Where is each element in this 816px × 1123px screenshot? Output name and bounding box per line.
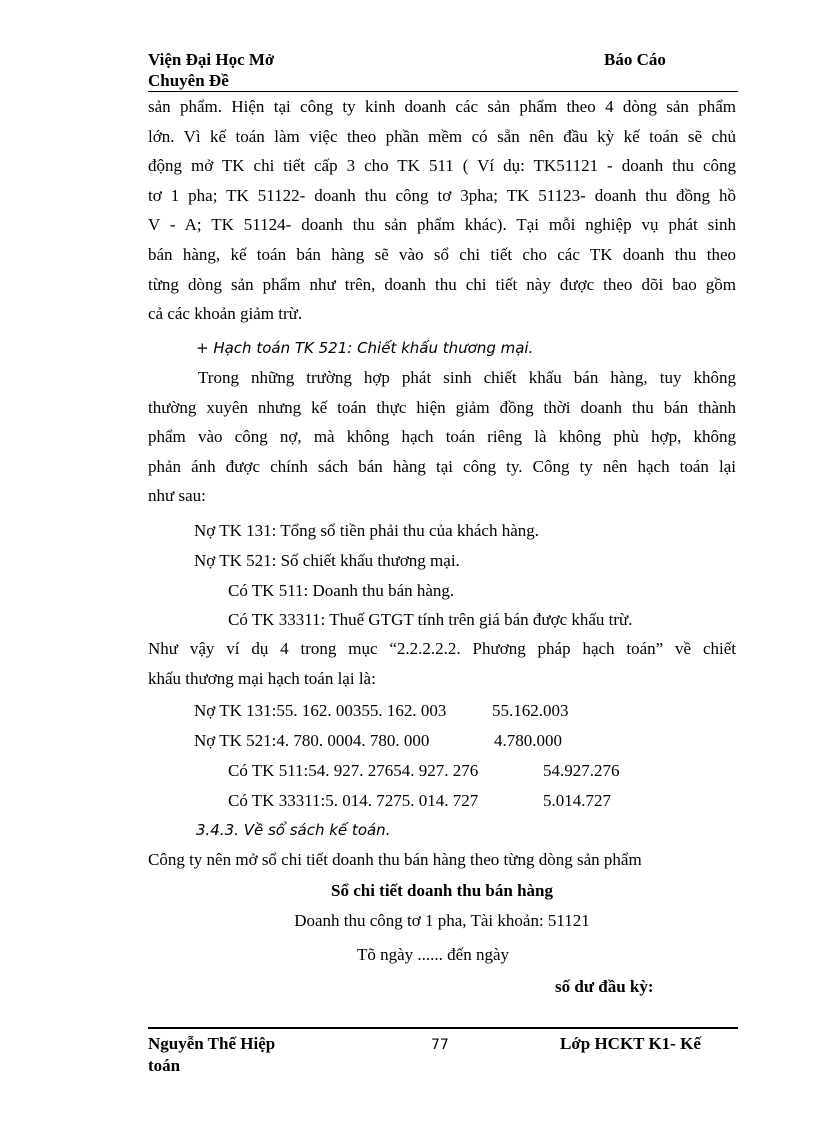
- footer-author: Nguyễn Thế Hiệp: [148, 1034, 276, 1053]
- opening-balance: số dư đầu kỳ:: [555, 977, 654, 996]
- text-line: động mở TK chi tiết cấp 3 cho TK 511 ( Ví dụ: TK51121 - doanh thu công: [148, 156, 736, 176]
- text-line: V - A; TK 51124- doanh thu sản phẩm khác). Tại mỗi nghiệp vụ phát sinh: [148, 215, 736, 235]
- heading-tk521: + Hạch toán TK 521: Chiết khấu thương mại.: [196, 339, 534, 357]
- text-line: lớn. Vì kế toán làm việc theo phần mềm có sẵn nên đầu kỳ kế toán sẽ chủ: [148, 126, 736, 146]
- example-debit-131: Nợ TK 131:55. 162. 00355. 162. 003: [194, 701, 447, 720]
- header-subject: Chuyên Đề: [148, 71, 229, 90]
- text-line: phẩm vào công nợ, mà không hạch toán riêng là không phù hợp, không: [148, 427, 736, 447]
- paragraph-example: [148, 634, 736, 693]
- entry-credit-511: Có TK 511: Doanh thu bán hàng.: [228, 581, 455, 600]
- paragraph-product-lines: [148, 92, 736, 329]
- example-debit-521: Nợ TK 521:4. 780. 0004. 780. 000: [194, 731, 430, 750]
- paragraph-discount: [148, 363, 736, 511]
- example-amount-511: 54.927.276: [543, 761, 620, 780]
- example-credit-511: Có TK 511:54. 927. 27654. 927. 276: [228, 761, 479, 780]
- example-amount-131: 55.162.003: [492, 701, 569, 720]
- heading-343: 3.4.3. Về sổ sách kế toán.: [196, 821, 391, 839]
- text-line: bán hàng, kế toán bán hàng sẽ vào sổ chi tiết cho các TK doanh thu theo: [148, 244, 736, 264]
- text-line: tơ 1 pha; TK 51122- doanh thu công tơ 3pha; TK 51123- doanh thu đồng hồ: [148, 185, 736, 205]
- entry-debit-131: Nợ TK 131: Tổng số tiền phải thu của khách hàng.: [194, 521, 539, 540]
- footer-rule: [148, 1027, 738, 1029]
- paragraph-ledger-intro: Công ty nên mở sổ chi tiết doanh thu bán hàng theo từng dòng sản phẩm: [148, 850, 642, 869]
- text-line: từng dòng sản phẩm như trên, doanh thu chi tiết này được theo dõi bao gồm: [148, 274, 736, 294]
- example-amount-521: 4.780.000: [494, 731, 562, 750]
- text-line: thường xuyên nhưng kế toán thực hiện giảm đồng thời doanh thu bán thành: [148, 397, 736, 417]
- ledger-period: Tõ ngày ...... đến ngày: [357, 945, 510, 964]
- header-report: Báo Cáo: [604, 50, 666, 69]
- example-amount-33311: 5.014.727: [543, 791, 611, 810]
- ledger-title: Sổ chi tiết doanh thu bán hàng: [330, 881, 554, 900]
- text-line: như sau:: [148, 486, 206, 506]
- text-line: khấu thương mại hạch toán lại là:: [148, 668, 376, 688]
- page-number: 77: [431, 1037, 449, 1053]
- header-institution: Viện Đại Học Mở: [148, 50, 275, 69]
- footer-class: Lớp HCKT K1- Kế: [560, 1034, 701, 1053]
- entry-credit-33311: Có TK 33311: Thuế GTGT tính trên giá bán được khấu trừ.: [228, 610, 633, 629]
- text-line: phản ánh được chính sách bán hàng tại công ty. Công ty nên hạch toán lại: [148, 456, 736, 476]
- text-line: cả các khoản giảm trừ.: [148, 304, 303, 324]
- text-line: Trong những trường hợp phát sinh chiết khấu bán hàng, tuy không: [198, 368, 736, 387]
- example-credit-33311: Có TK 33311:5. 014. 7275. 014. 727: [228, 791, 479, 810]
- ledger-subtitle: Doanh thu công tơ 1 pha, Tài khoản: 51121: [294, 911, 590, 930]
- text-line: sản phẩm. Hiện tại công ty kinh doanh các sản phẩm theo 4 dòng sản phẩm: [148, 97, 736, 116]
- text-line: Như vậy ví dụ 4 trong mục “2.2.2.2.2. Phương pháp hạch toán” về chiết: [148, 639, 736, 658]
- footer-author-cont: toán: [148, 1056, 181, 1075]
- entry-debit-521: Nợ TK 521: Số chiết khấu thương mại.: [194, 551, 460, 570]
